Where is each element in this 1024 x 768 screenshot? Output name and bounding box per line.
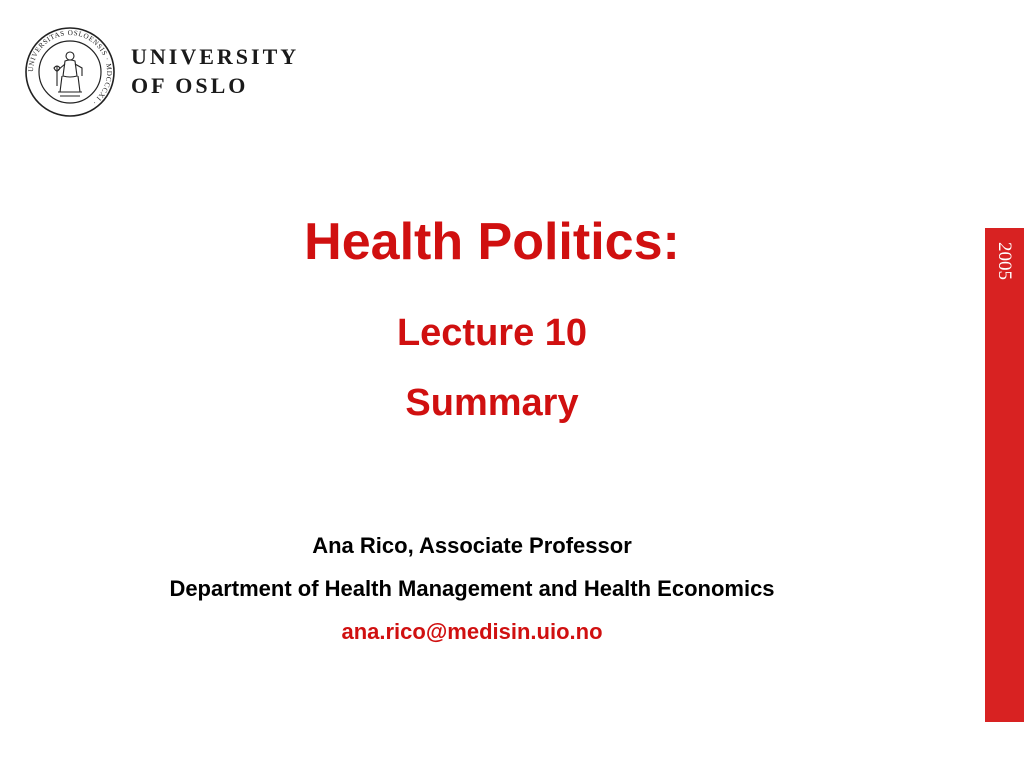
slide-title: Health Politics:: [304, 213, 680, 271]
side-accent-bar: [985, 228, 1024, 722]
author-department: Department of Health Management and Health Economics: [169, 576, 775, 601]
author-email-link[interactable]: ana.rico@medisin.uio.no: [341, 619, 603, 644]
university-wordmark: [131, 46, 299, 97]
year-label: 2005: [994, 242, 1015, 280]
wordmark-line-1: UNIVERSITY: [131, 44, 300, 69]
university-seal-logo: [24, 26, 116, 118]
lecture-number: Lecture 10: [396, 312, 588, 354]
seal-ring-text: UNIVERSITAS OSLOENSIS · MDCCCXI ·: [26, 28, 114, 107]
slide-subtitle: Summary: [405, 382, 579, 424]
author-name: Ana Rico, Associate Professor: [312, 533, 632, 558]
wordmark-line-2: OF OSLO: [131, 73, 249, 98]
